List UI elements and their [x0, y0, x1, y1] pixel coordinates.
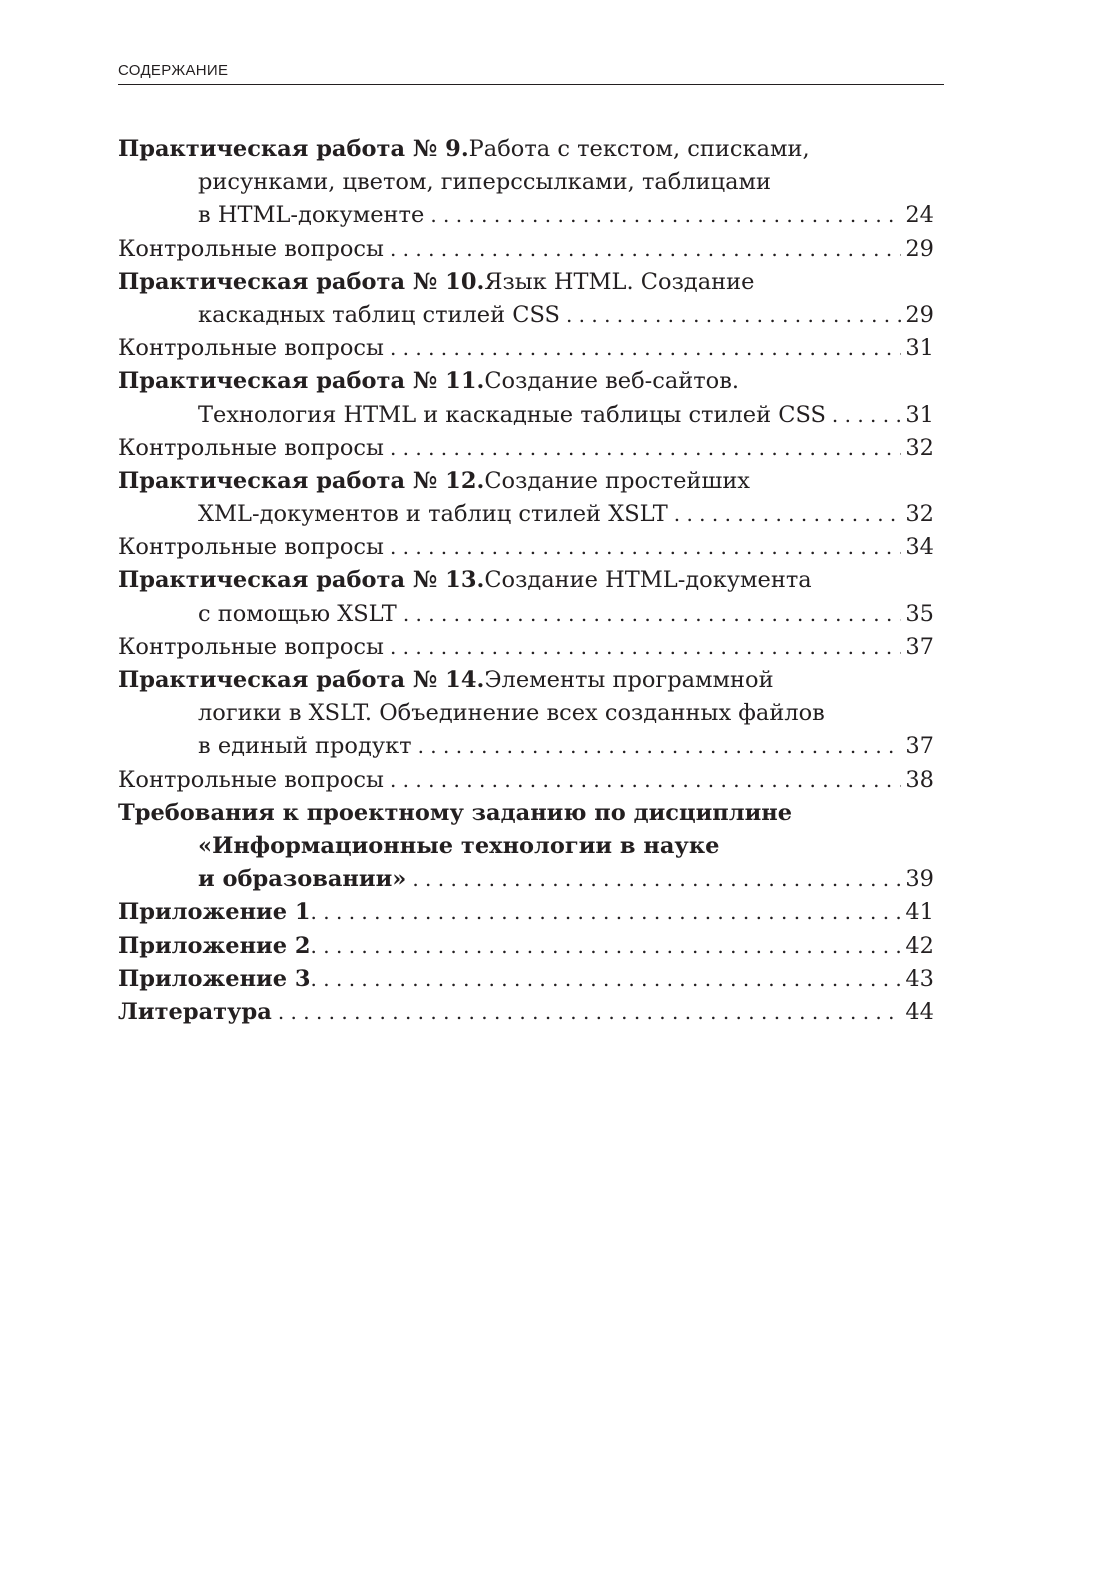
toc-entry-control-questions[interactable] [118, 531, 934, 564]
toc-entry-practical-12[interactable] [118, 465, 934, 531]
toc-entry-control-questions[interactable] [118, 631, 934, 664]
toc-entry-control-questions[interactable] [118, 332, 934, 365]
toc-entry-title: каскадных таблиц стилей CSS [198, 301, 560, 328]
toc-line [118, 432, 934, 465]
toc-line [118, 199, 934, 232]
dot-leader [311, 963, 902, 996]
toc-entry-project-requirements[interactable] [118, 797, 934, 897]
toc-line [118, 830, 934, 863]
toc-entry-number: Практическая работа № 9. [118, 136, 469, 162]
dot-leader [674, 498, 902, 531]
page-number: 41 [905, 899, 934, 926]
toc-line [118, 365, 934, 398]
toc-entry-appendix-1[interactable] [118, 896, 934, 929]
page-number: 37 [905, 733, 934, 760]
toc-line [118, 697, 934, 730]
toc-entry-title: и образовании» [198, 866, 407, 893]
toc-entry-title: Приложение 3 [118, 965, 311, 992]
toc-entry-title: «Информационные технологии в науке [198, 832, 720, 859]
toc-line [118, 764, 934, 797]
toc-entry-title: рисунками, цветом, гиперссылками, таблицами [198, 169, 772, 196]
page-number: 35 [905, 600, 934, 627]
toc-entry-title: Технология HTML и каскадные таблицы стилей CSS [198, 401, 826, 428]
toc-line [118, 631, 934, 664]
toc-entry-appendix-2[interactable] [118, 930, 934, 963]
page-number: 32 [905, 434, 934, 461]
toc-entry-number: Практическая работа № 14. [118, 667, 485, 693]
toc-entry-number: Практическая работа № 10. [118, 268, 485, 295]
toc-entry-title: Контрольные вопросы [118, 766, 384, 793]
toc-entry-control-questions[interactable] [118, 233, 934, 266]
page-number: 32 [905, 501, 934, 528]
toc-line [118, 564, 934, 597]
toc-entry-title: Контрольные вопросы [118, 633, 384, 660]
page-number: 29 [905, 301, 934, 328]
toc-line [118, 498, 934, 531]
toc-line [118, 266, 934, 299]
toc-line [118, 233, 934, 266]
toc-entry-title: Создание простейших [484, 467, 750, 494]
toc-entry-title: с помощью XSLT [198, 600, 397, 627]
toc-entry-title: в единый продукт [198, 733, 412, 760]
toc-entry-title: Приложение 1 [118, 899, 311, 926]
page-number: 34 [905, 534, 934, 561]
toc-entry-practical-10[interactable] [118, 266, 934, 332]
toc-entry-title: Литература [118, 998, 272, 1025]
page-number: 29 [905, 235, 934, 262]
page-number: 39 [905, 866, 934, 893]
toc-entry-title: Создание веб-сайтов. [484, 368, 740, 395]
toc-entry-title: Приложение 2 [118, 932, 311, 959]
toc-line [118, 730, 934, 763]
page-number: 38 [905, 766, 934, 793]
dot-leader [390, 332, 901, 365]
toc-line [118, 930, 934, 963]
toc-entry-title: логики в XSLT. Объединение всех созданных файлов [198, 700, 825, 727]
dot-leader [311, 896, 902, 929]
page-number: 24 [905, 202, 934, 229]
page-number: 42 [905, 932, 934, 959]
page-number: 37 [905, 633, 934, 660]
toc-entry-title: Язык HTML. Создание [484, 268, 755, 295]
dot-leader [418, 730, 902, 763]
toc-line [118, 797, 934, 830]
page-number: 44 [905, 998, 934, 1025]
dot-leader [832, 399, 901, 432]
dot-leader [390, 432, 901, 465]
toc-entry-title: Создание HTML-документа [484, 567, 812, 594]
page-number: 31 [905, 335, 934, 362]
dot-leader [390, 531, 901, 564]
toc-line [118, 299, 934, 332]
toc-entry-number: Практическая работа № 11. [118, 368, 485, 395]
page-number: 43 [905, 965, 934, 992]
toc-line [118, 399, 934, 432]
dot-leader [412, 863, 901, 896]
toc-line [118, 598, 934, 631]
toc-line [118, 996, 934, 1029]
toc-entry-title: Контрольные вопросы [118, 235, 384, 262]
toc-line [118, 166, 934, 199]
toc-entry-control-questions[interactable] [118, 432, 934, 465]
toc-entry-practical-11[interactable] [118, 365, 934, 431]
toc-entry-number: Практическая работа № 13. [118, 567, 485, 594]
dot-leader [403, 598, 902, 631]
table-of-contents [118, 133, 934, 1029]
toc-entry-title: Требования к проектному заданию по дисциплине [118, 799, 793, 826]
toc-entry-title: Контрольные вопросы [118, 434, 384, 461]
toc-entry-title: в HTML-документе [198, 202, 425, 229]
dot-leader [566, 299, 901, 332]
toc-line [118, 863, 934, 896]
dot-leader [390, 233, 901, 266]
toc-entry-title: Работа с текстом, списками, [468, 136, 810, 162]
running-head: СОДЕРЖАНИЕ [118, 62, 944, 85]
toc-entry-title: XML-документов и таблиц стилей XSLT [198, 501, 668, 528]
toc-entry-title: Элементы программной [484, 667, 774, 693]
toc-line [118, 664, 934, 697]
toc-entry-control-questions[interactable] [118, 764, 934, 797]
dot-leader [390, 631, 901, 664]
toc-entry-title: Контрольные вопросы [118, 534, 384, 561]
toc-entry-literature[interactable] [118, 996, 934, 1029]
page-number: 31 [905, 401, 934, 428]
dot-leader [278, 996, 902, 1029]
toc-line [118, 133, 934, 166]
toc-line [118, 963, 934, 996]
toc-entry-number: Практическая работа № 12. [118, 467, 485, 494]
toc-entry-appendix-3[interactable] [118, 963, 934, 996]
toc-line [118, 896, 934, 929]
toc-entry-practical-13[interactable] [118, 564, 934, 630]
toc-line [118, 465, 934, 498]
toc-line [118, 332, 934, 365]
dot-leader [311, 930, 902, 963]
toc-entry-practical-9[interactable] [118, 133, 934, 233]
toc-entry-title: Контрольные вопросы [118, 335, 384, 362]
toc-line [118, 531, 934, 564]
dot-leader [430, 199, 901, 232]
toc-entry-practical-14[interactable] [118, 664, 934, 764]
dot-leader [390, 764, 901, 797]
